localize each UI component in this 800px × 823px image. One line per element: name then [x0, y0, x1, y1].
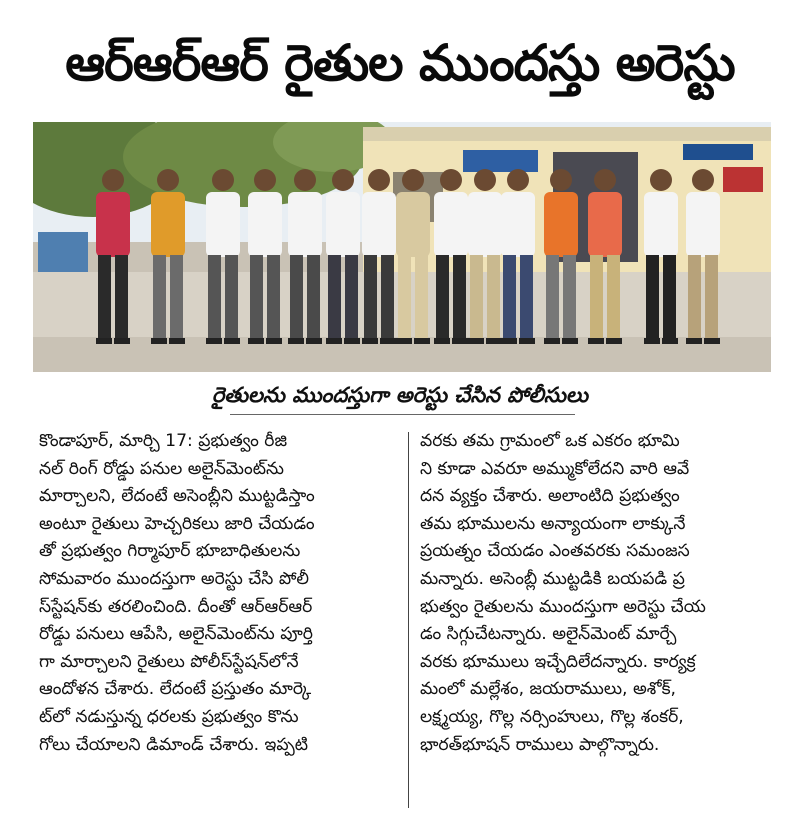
article-line: డం సిగ్గుచేటన్నారు. అలైన్‌మెంట్‌ మార్చే [420, 624, 677, 645]
article-line: దన వ్యక్తం చేశారు. అలాంటిది ప్రభుత్వం [420, 486, 680, 507]
article-line: నల్‌ రింగ్‌ రోడ్డు పనుల అలైన్‌మెంట్‌ను [39, 458, 284, 479]
sign-board-2 [683, 144, 753, 160]
article-line: సోమవారం ముందస్తుగా అరెస్టు చేసి పోలీ [39, 568, 309, 589]
article-line: తమ భూములను అన్యాయంగా లాక్కునే [420, 513, 686, 534]
bench [38, 232, 88, 272]
article-line: ఆందోళన చేశారు. లేదంటే ప్రస్తుతం మార్కె [39, 679, 312, 700]
article-column-right [420, 428, 778, 759]
article-line: గోలు చేయాలని డిమాండ్‌ చేశారు. ఇప్పటి [39, 734, 309, 755]
article-line: కొండాపూర్‌, మార్చి 17: ప్రభుత్వం రీజి [39, 431, 288, 451]
sign-board [463, 150, 538, 172]
article-line: వరకు తమ గ్రామంలో ఒక ఎకరం భూమి [420, 431, 680, 451]
photo-caption: రైతులను ముందస్తుగా అరెస్టు చేసిన పోలీసులు [211, 383, 589, 407]
article-line: ప్రయత్నం చేయడం ఎంతవరకు సమంజస [420, 541, 690, 562]
news-photo [33, 122, 771, 372]
article-line: లక్ష్మయ్య, గొల్ల నర్సింహులు, గొల్ల శంకర్‌, [420, 706, 684, 727]
article-column-left [39, 428, 397, 759]
article-line: వరకు భూములు ఇచ్చేదిలేదన్నారు. కార్యక్ర [420, 651, 696, 672]
caption-underline [230, 414, 575, 415]
sign-board-3 [723, 167, 763, 192]
headline: ఆర్‌ఆర్‌ఆర్‌ రైతుల ముందస్తు అరెస్టు [65, 34, 735, 92]
police-station-group-photo [33, 122, 771, 372]
article-line: మంలో మల్లేశం, జయరాములు, అశోక్‌, [420, 679, 677, 700]
column-divider [408, 432, 409, 808]
article-line: ని కూడా ఎవరూ అమ్ముకోలేదని వారి ఆవే [420, 458, 690, 479]
article-line: తో ప్రభుత్వం గిర్మాపూర్‌ భూబాధితులను [39, 541, 301, 562]
article-line: ట్‌లో నడుస్తున్న ధరలకు ప్రభుత్వం కొను [39, 706, 299, 727]
article-line: భుత్వం రైతులను ముందస్తుగా అరెస్టు చేయ [420, 596, 706, 617]
article-line: భారత్‌భూషన్‌ రాములు పాల్గొన్నారు. [420, 734, 660, 755]
article-line: స్‌స్టేషన్‌కు తరలించింది. దీంతో ఆర్‌ఆర్‌ఆర్‌ [39, 596, 313, 617]
article-line: రోడ్డు పనులు ఆపేసి, అలైన్‌మెంట్‌ను పూర్తి [39, 624, 313, 645]
article-line: మార్చాలని, లేదంటే అసెంబ్లీని ముట్టడిస్తాం [39, 486, 315, 507]
article-line: అంటూ రైతులు హెచ్చరికలు జారి చేయడం [39, 513, 315, 534]
article-line: మన్నారు. అసెంబ్లీ ముట్టడికి బయపడి ప్ర [420, 568, 685, 589]
building-roof [363, 127, 771, 141]
article-line: గా మార్చాలని రైతులు పోలీస్‌స్టేషన్‌లోనే [39, 651, 299, 672]
